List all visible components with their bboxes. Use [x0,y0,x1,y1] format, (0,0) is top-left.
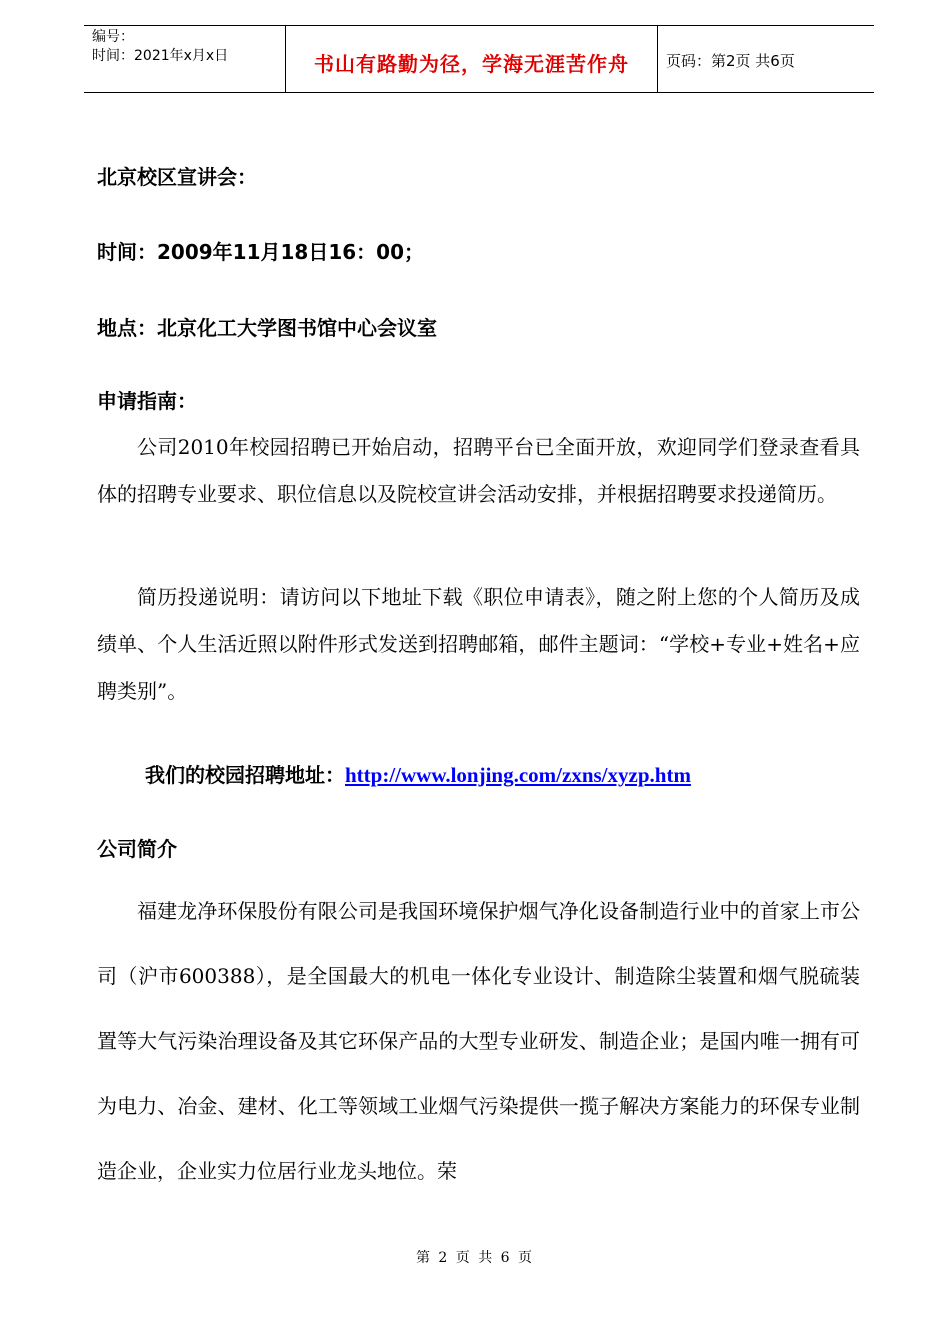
header-motto: 书山有路勤为径，学海无涯苦作舟 [314,52,629,76]
company-paragraph: 福建龙净环保股份有限公司是我国环境保护烟气净化设备制造行业中的首家上市公司（沪市600388），是全国最大的机电一体化专业设计、制造除尘装置和烟气脱硫装置等大气污染治理设备及其它环保产品的大型专业研发、制造企业；是国内唯一拥有可为电力、冶金、建材、化工等领域工业烟气污染提供一揽子解决方案能力的环保专业制造企业，企业实力位居行业龙头地位。荣 [97,899,860,1183]
page-header [84,25,874,93]
seminar-location: 地点：北京化工大学图书馆中心会议室 [97,316,437,340]
guide-paragraph-2: 简历投递说明：请访问以下地址下载《职位申请表》，随之附上您的个人简历及成绩单、个人生活近照以附件形式发送到招聘邮箱，邮件主题词：“学校+专业+姓名+应聘类别”。 [97,585,860,703]
page-footer: 第 2 页 共 6 页 [415,1250,535,1266]
recruit-link-line [145,759,691,788]
header-time-label: 时间：2021年x月x日 [92,48,229,64]
guide-heading: 申请指南： [97,389,197,413]
company-heading: 公司简介 [97,837,177,861]
seminar-time: 时间：2009年11月18日16：00； [97,240,424,264]
header-meta [92,28,228,66]
guide-paragraph-1: 公司2010年校园招聘已开始启动，招聘平台已全面开放，欢迎同学们登录查看具体的招聘专业要求、职位信息以及院校宣讲会活动安排，并根据招聘要求投递简历。 [97,435,860,506]
seminar-heading: 北京校区宣讲会： [97,165,257,189]
recruit-link-label: 我们的校园招聘地址： [145,763,345,787]
recruit-link[interactable]: http://www.lonjing.com/zxns/xyzp.htm [345,763,691,787]
header-page-info: 页码：第2页 共6页 [666,52,795,70]
header-number-label: 编号： [92,29,134,45]
